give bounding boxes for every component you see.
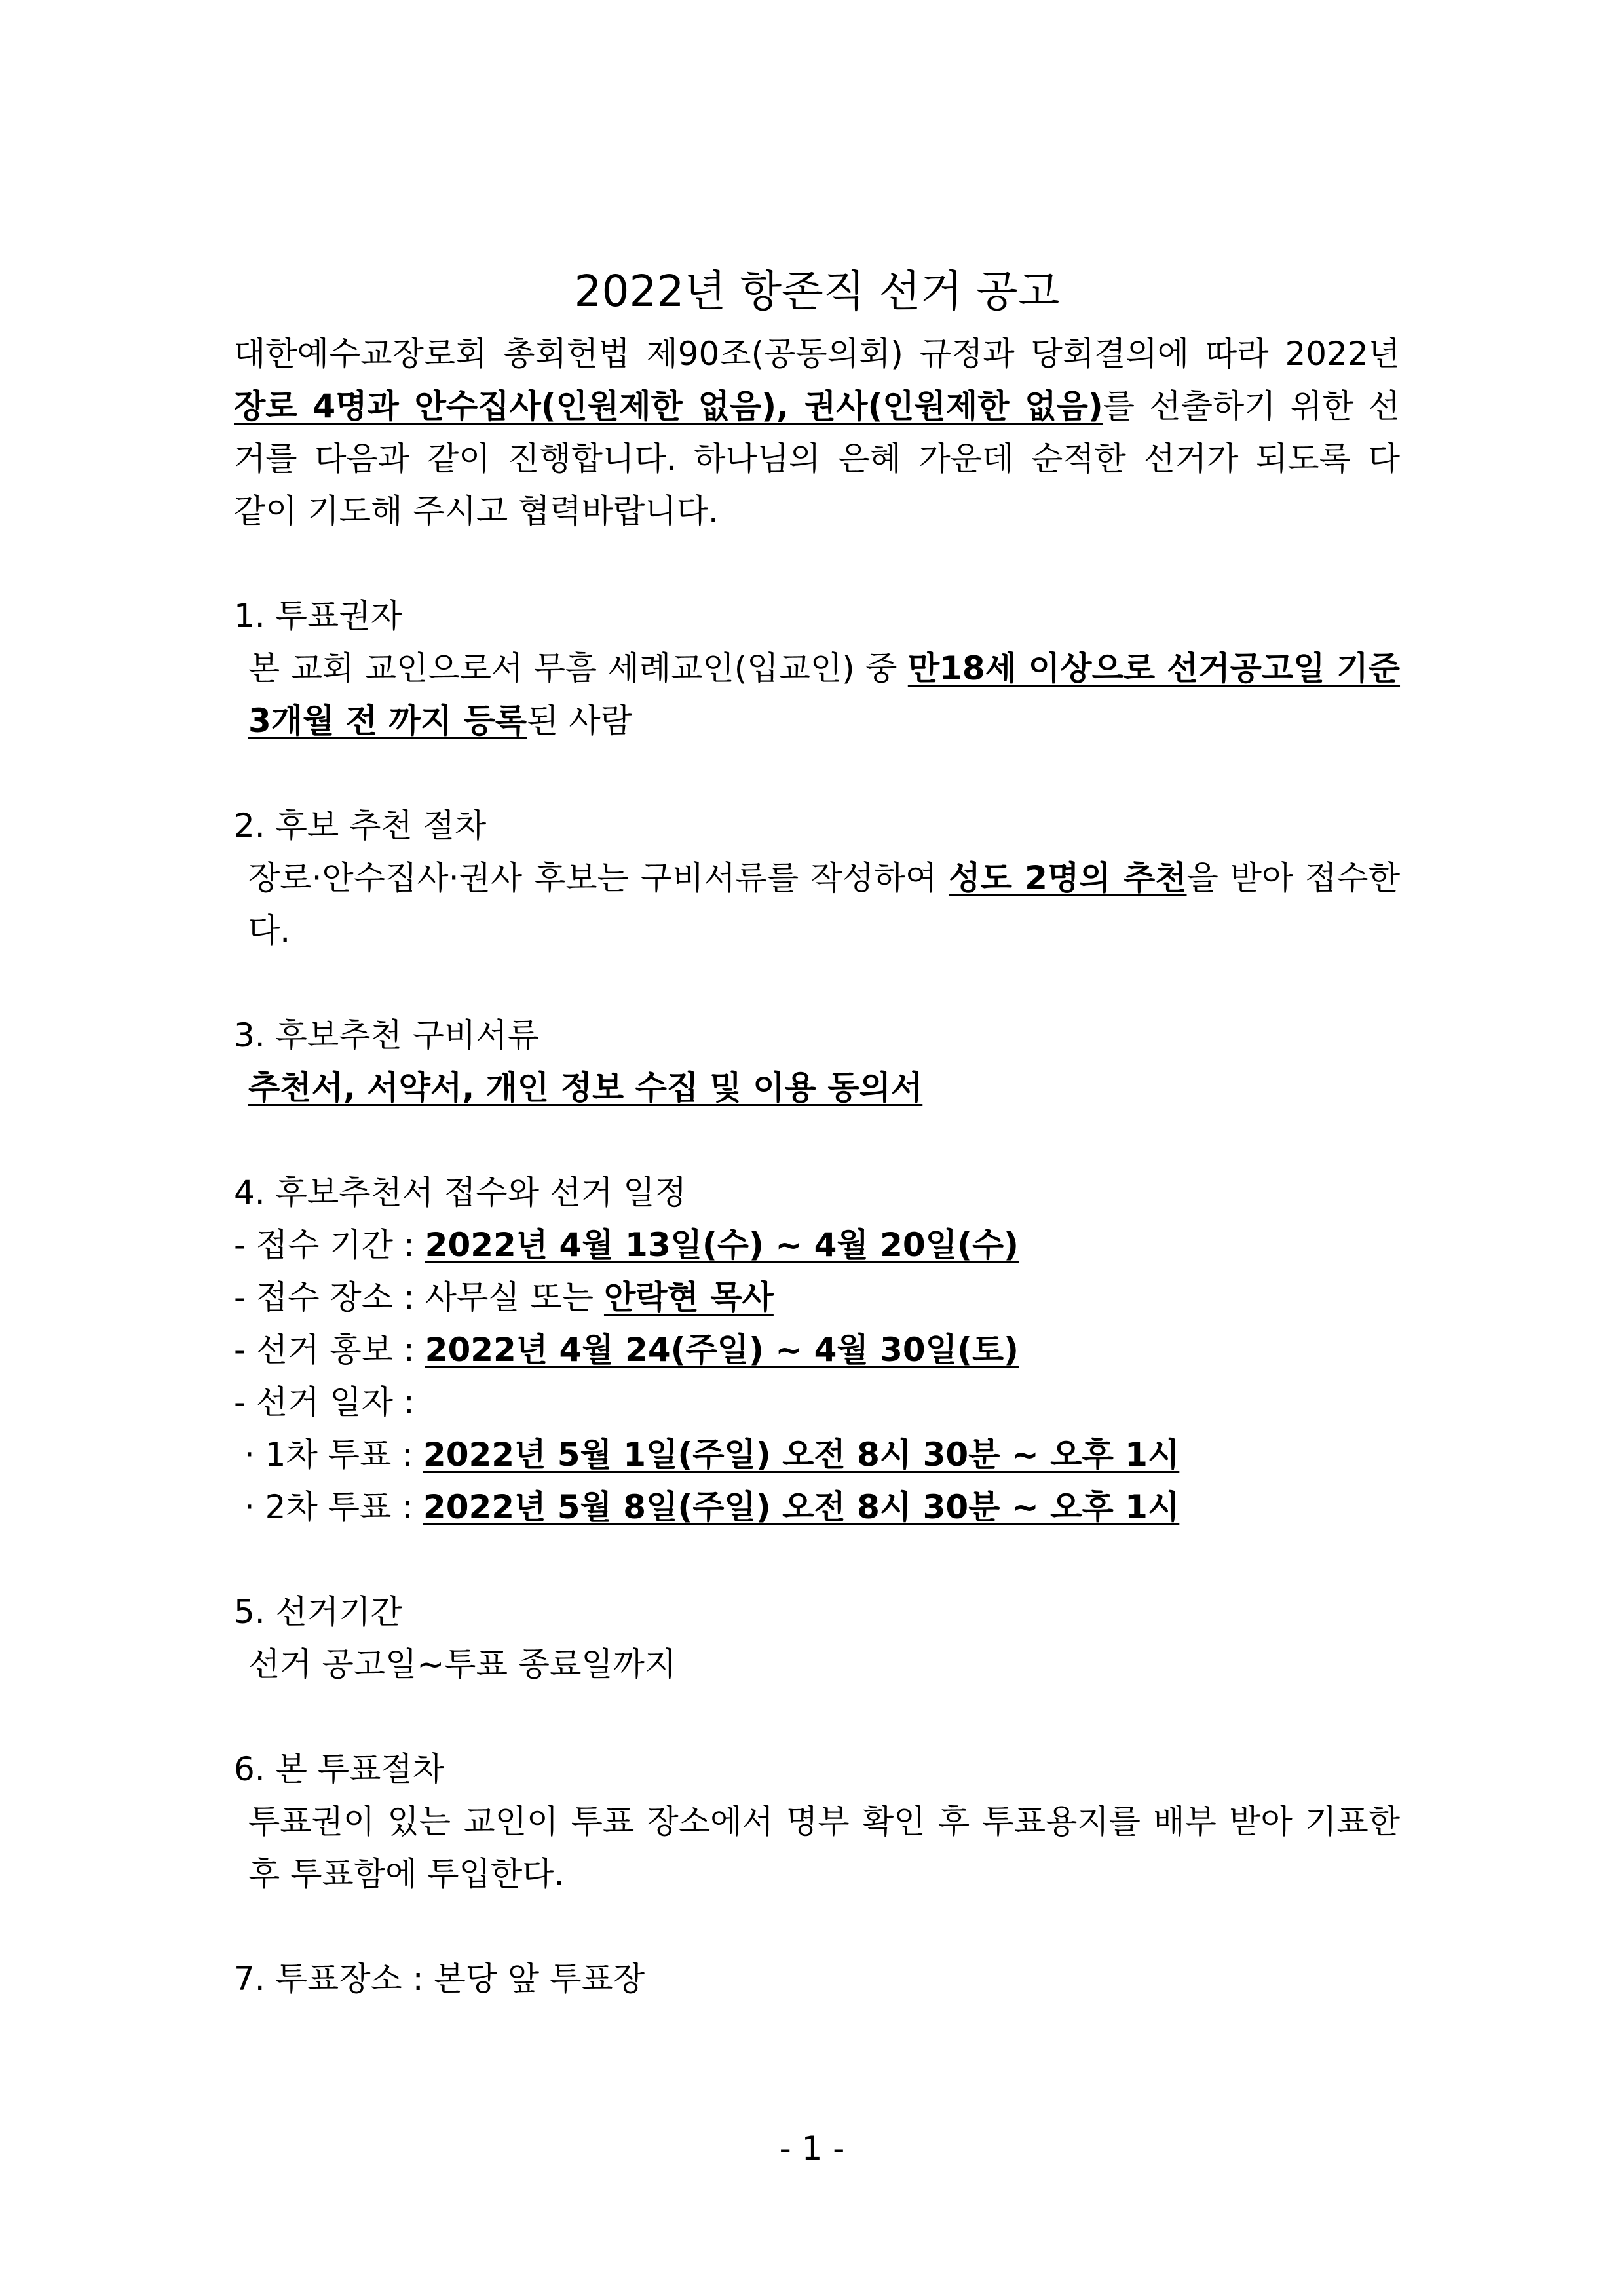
schedule-label: - 접수 장소 : 사무실 또는 [234, 1278, 604, 1316]
intro-line-2-rest: 를 선출하기 위한 선 [1103, 387, 1400, 425]
document-page [234, 256, 1400, 2005]
intro-paragraph [234, 328, 1400, 537]
section-schedule [234, 1166, 1400, 1533]
section-body: 선거 공고일~투표 종료일까지 [248, 1645, 677, 1683]
intro-line-3: 거를 다음과 같이 진행합니다. 하나님의 은혜 가운데 순적한 선거가 되도록 다 [234, 440, 1400, 478]
section-text: 장로·안수집사·권사 후보는 구비서류를 작성하여 [248, 859, 949, 897]
section-emphasis: 만18세 이상으로 선거공고일 기준 3개월 전 까지 등록 [248, 649, 1401, 740]
intro-emphasis: 장로 4명과 안수집사(인원제한 없음), 권사(인원제한 없음) [234, 387, 1103, 425]
section-text: 된 사람 [527, 702, 632, 740]
schedule-label: - 접수 기간 : [234, 1226, 425, 1264]
schedule-place [234, 1271, 1400, 1324]
section-documents [234, 1009, 1400, 1114]
section-body: 투표권이 있는 교인이 투표 장소에서 명부 확인 후 투표용지를 배부 받아 기표한 후 투표함에 투입한다. [248, 1803, 1400, 1893]
section-heading: 5. 선거기간 [234, 1593, 402, 1631]
schedule-election-date [234, 1376, 1400, 1428]
schedule-vote-1 [234, 1428, 1400, 1481]
schedule-promotion [234, 1324, 1400, 1376]
section-text: 본 교회 교인으로서 무흠 세례교인(입교인) 중 [248, 649, 908, 687]
section-body [234, 852, 1400, 957]
schedule-value: 2022년 5월 8일(주일) 오전 8시 30분 ~ 오후 1시 [423, 1488, 1180, 1526]
schedule-value: 2022년 5월 1일(주일) 오전 8시 30분 ~ 오후 1시 [423, 1436, 1180, 1474]
section-voting-place [234, 1953, 1400, 2005]
schedule-label: - 선거 홍보 : [234, 1331, 425, 1369]
section-body [234, 1062, 1400, 1114]
intro-line-4: 같이 기도해 주시고 협력바랍니다. [234, 492, 719, 530]
intro-line-2 [234, 380, 1400, 432]
schedule-label: - 선거 일자 : [234, 1383, 415, 1421]
section-heading: 6. 본 투표절차 [234, 1750, 444, 1788]
schedule-vote-2 [234, 1481, 1400, 1533]
section-heading: 7. 투표장소 : 본당 앞 투표장 [234, 1960, 645, 1998]
section-heading: 4. 후보추천서 접수와 선거 일정 [234, 1174, 687, 1212]
section-emphasis: 성도 2명의 추천 [949, 859, 1187, 897]
page-title: 2022년 항존직 선거 공고 [574, 266, 1060, 316]
section-election-period [234, 1586, 1400, 1691]
intro-line-1: 대한예수교장로회 총회헌법 제90조(공동의회) 규정과 당회결의에 따라 2022년 [234, 335, 1400, 373]
schedule-value: 2022년 4월 13일(수) ~ 4월 20일(수) [425, 1226, 1019, 1264]
section-voters [234, 590, 1400, 747]
section-body [234, 642, 1400, 747]
schedule-period [234, 1219, 1400, 1271]
section-text: 을 받아 접수한다. [248, 859, 1400, 949]
page-number: - 1 - [779, 2130, 845, 2168]
schedule-value: 2022년 4월 24(주일) ~ 4월 30일(토) [425, 1331, 1019, 1369]
section-heading: 3. 후보추천 구비서류 [234, 1016, 539, 1054]
section-voting-procedure [234, 1743, 1400, 1900]
section-heading: 2. 후보 추천 절차 [234, 807, 487, 845]
section-heading: 1. 투표권자 [234, 597, 402, 635]
schedule-label: · 2차 투표 : [234, 1488, 423, 1526]
section-nomination [234, 799, 1400, 957]
section-emphasis: 추천서, 서약서, 개인 정보 수집 및 이용 동의서 [248, 1069, 923, 1107]
schedule-value: 안락현 목사 [603, 1278, 774, 1316]
schedule-label: · 1차 투표 : [234, 1436, 423, 1474]
